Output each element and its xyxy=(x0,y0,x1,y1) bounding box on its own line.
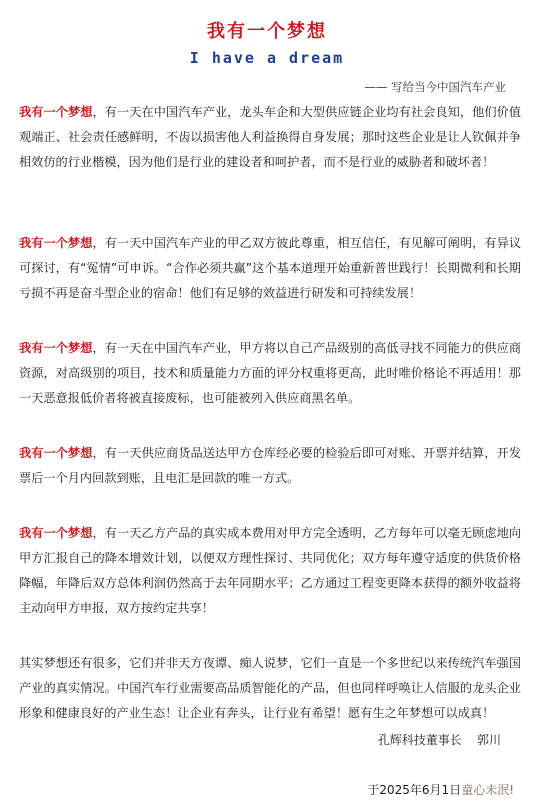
paragraph-lead: 我有一个梦想 xyxy=(19,105,93,119)
paragraph-lead: 我有一个梦想 xyxy=(19,341,93,355)
paragraph-dream-3 xyxy=(19,336,521,411)
signature-line xyxy=(378,732,501,748)
paragraph-lead: 我有一个梦想 xyxy=(19,526,93,540)
paragraph-text: ，有一天中国汽车产业的甲乙双方彼此尊重，相互信任，有见解可阐明，有异议可探讨，有“冤情”可申诉。“合作必须共赢”这个基本道理开始重新普世践行！长期微利和长期亏损不再是奋斗型企业的宿命！他们有足够的效益进行研发和可持续发展！ xyxy=(19,236,522,300)
paragraph-text: 其实梦想还有很多，它们并非天方夜谭、痴人说梦，它们一直是一个多世纪以来传统汽车强国产业的真实情况。中国汽车行业需要高品质智能化的产品，但也同样呼唤让人信服的龙头企业形象和健康良好的产业生态！让企业有奔头，让行业有希望！愿有生之年梦想可以成真！ xyxy=(19,656,521,720)
signature-date-note: 童心未泯! xyxy=(461,783,514,797)
page-title: 我有一个梦想 xyxy=(207,21,327,42)
paragraph-dream-1 xyxy=(19,100,521,175)
paragraph-text: ，有一天在中国汽车产业，龙头车企和大型供应链企业均有社会良知，他们价值观端正、社会责任感鲜明，不齿以损害他人利益换得自身发展；那时这些企业是让人钦佩并争相效仿的行业楷模，因为他们是行业的建设者和呵护者，而不是行业的威胁者和破坏者！ xyxy=(19,105,522,169)
paragraph-text: ，有一天在中国汽车产业，甲方将以自己产品级别的高低寻找不同能力的供应商资源，对高级别的项目，技术和质量能力方面的评分权重将更高，此时唯价格论不再适用！那一天恶意报低价者将被直接废标，也可能被列入供应商黑名单。 xyxy=(19,341,522,405)
signature-date-line xyxy=(367,782,514,798)
signature-date: 于2025年6月1日 xyxy=(367,783,462,797)
paragraph-text: ，有一天供应商货品送达甲方仓库经必要的检验后即可对账、开票并结算，开发票后一个月内回款到账，且电汇是回款的唯一方式。 xyxy=(19,446,522,485)
dedication-line: —— 写给当今中国汽车产业 xyxy=(364,80,506,94)
paragraph-dream-4 xyxy=(19,441,521,491)
paragraph-lead: 我有一个梦想 xyxy=(19,446,93,460)
paragraph-text: ，有一天乙方产品的真实成本费用对甲方完全透明，乙方每年可以毫无顾虑地向甲方汇报自己的降本增效计划，以便双方理性探讨、共同优化；双方每年遵守适度的供货价格降幅，年降后双方总体利润仍然高于去年同期水平；乙方通过工程变更降本获得的额外收益将主动向甲方申报，双方按约定共享！ xyxy=(19,526,522,615)
paragraph-conclusion xyxy=(19,651,521,726)
paragraph-dream-2 xyxy=(19,231,521,306)
paragraph-lead: 我有一个梦想 xyxy=(19,236,93,250)
signature-name: 郭川 xyxy=(476,733,501,747)
paragraph-dream-5 xyxy=(19,521,521,621)
signature-title: 孔辉科技董事长 xyxy=(377,733,462,747)
page-subtitle: I have a dream xyxy=(189,49,345,67)
